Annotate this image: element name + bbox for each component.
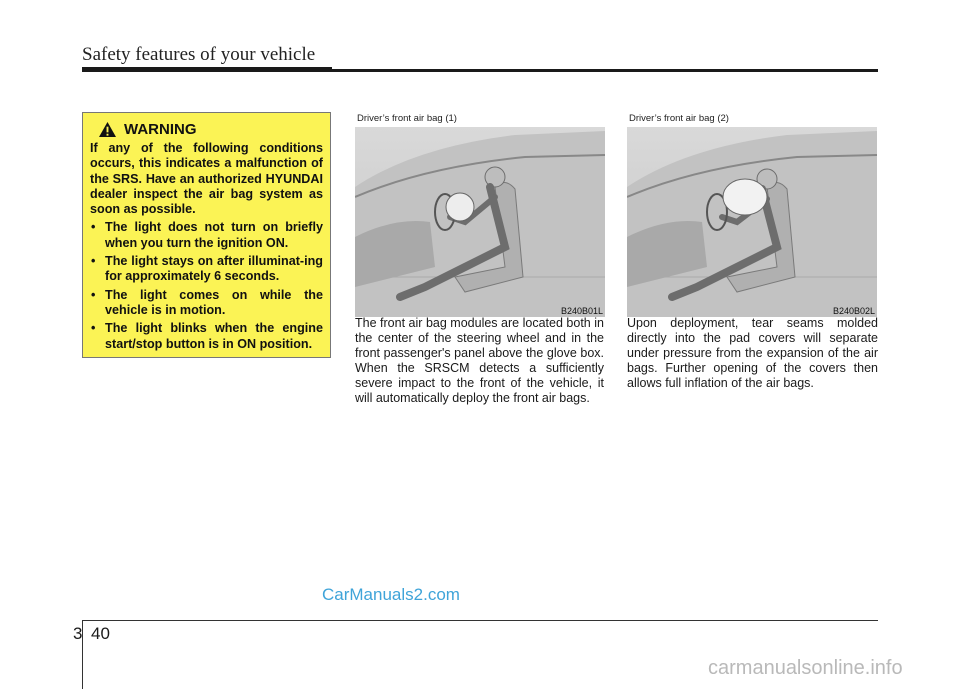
list-item [90,254,323,285]
footer-site-link[interactable]: carmanualsonline.info [708,657,903,679]
warning-list [90,220,323,351]
list-item [90,288,323,319]
airbag-illustration [627,127,877,317]
bullet: • [91,321,96,336]
header-rule [82,69,878,72]
figure-caption: Driver’s front air bag (1) [357,113,457,124]
body-paragraph-1: The front air bag modules are located both in the center of the steering wheel and in the front passenger's panel above the glove box. When the SRSCM detects a sufficiently severe impact to the front of the vehicle, it will automatically deploy the front air bags. [355,316,604,405]
chapter-number: 3 [73,624,83,643]
figure-caption: Driver’s front air bag (2) [629,113,729,124]
airbag-illustration [355,127,605,317]
bullet: • [91,287,96,302]
list-item [90,220,323,251]
page-title: Safety features of your vehicle [82,44,316,65]
warning-title: WARNING [124,120,197,138]
bullet: • [91,220,96,235]
watermark-link[interactable]: CarManuals2.com [322,585,460,604]
warning-triangle-icon [98,121,117,138]
body-paragraph-2: Upon deployment, tear seams molded directly into the pad covers will separate under pressure from the expansion of the air bags. Further opening of the covers then allows full inflation of the air bags. [627,316,878,390]
warning-heading [98,121,323,138]
figure-driver-airbag-2 [627,113,877,318]
warning-box [82,112,331,358]
bullet: • [91,254,96,269]
figure-code: B240B01L [560,306,603,316]
warning-item-text: The light stays on after illuminat-ing for approximately 6 seconds. [105,254,323,284]
warning-intro: If any of the following conditions occurs, this indicates a malfunction of the SRS. Have an authorized HYUNDAI dealer inspect the air bag system as soon as possible. [90,141,323,217]
warning-item-text: The light comes on while the vehicle is in motion. [105,287,323,317]
figure-driver-airbag-1 [355,113,605,318]
warning-item-text: The light does not turn on briefly when you turn the ignition ON. [105,220,323,250]
page-number: 40 [91,624,110,643]
car-interior-illustration [355,127,605,317]
footer-rule [82,620,878,621]
list-item [90,321,323,352]
warning-item-text: The light blinks when the engine start/stop button is in ON position. [105,321,323,351]
figure-code: B240B02L [832,306,875,316]
car-interior-illustration [627,127,877,317]
